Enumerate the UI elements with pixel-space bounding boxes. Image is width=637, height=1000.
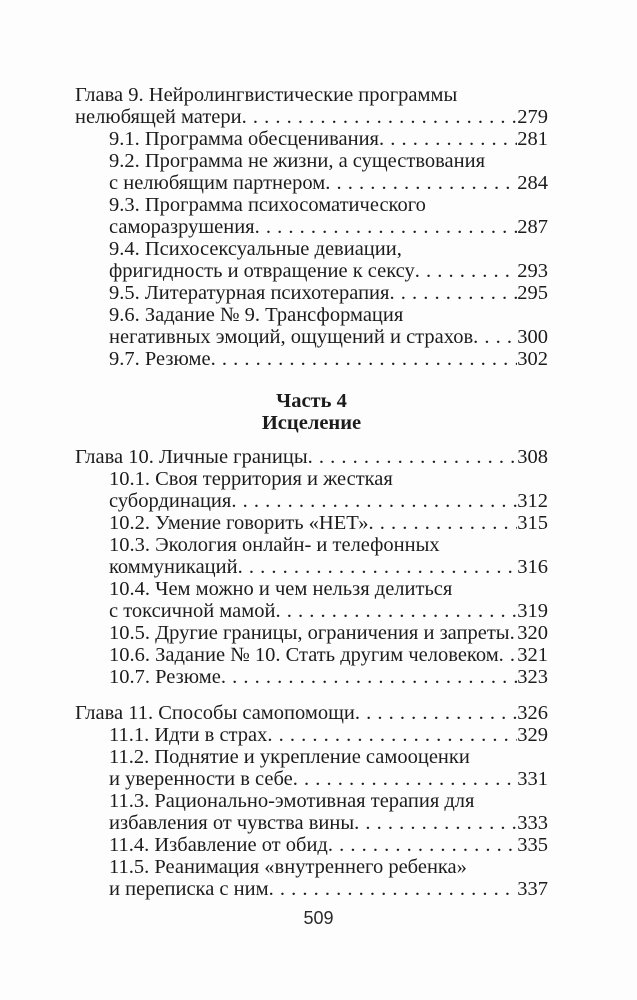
toc-entry-line: Глава 9. Нейролингвистические программы	[75, 84, 458, 106]
toc-entry-last-line	[109, 260, 548, 282]
toc-entry	[75, 84, 548, 128]
toc-entry-last-line	[109, 326, 548, 348]
page-number: 316	[517, 556, 548, 578]
toc-entry-last-line	[109, 724, 548, 746]
page-number: 308	[517, 446, 548, 468]
toc-entry-line: 10.4. Чем можно и чем нельзя делиться	[109, 578, 453, 600]
toc-entry-text: 11.1. Идти в страх	[109, 724, 268, 746]
dot-leader	[379, 128, 517, 150]
toc-entry	[75, 834, 548, 856]
toc-entry	[75, 512, 548, 534]
toc-entry	[75, 622, 548, 644]
toc-list	[75, 84, 548, 900]
toc-entry-last-line	[109, 490, 548, 512]
toc-entry-line: 9.4. Психосексуальные девиации,	[109, 238, 402, 260]
dot-leader	[275, 600, 517, 622]
toc-entry	[75, 128, 548, 150]
toc-entry	[75, 644, 548, 666]
toc-entry	[75, 194, 548, 238]
dot-leader	[267, 724, 517, 746]
page-number: 279	[517, 106, 548, 128]
part-heading-line: Исцеление	[261, 412, 362, 434]
dot-leader	[211, 348, 518, 370]
folio-page-number: 509	[303, 908, 334, 928]
toc-entry-last-line	[109, 348, 548, 370]
toc-entry-text: субординация	[109, 490, 232, 512]
toc-entry	[75, 790, 548, 834]
toc-entry-text: Глава 10. Личные границы	[75, 446, 308, 468]
toc-entry-text: 10.2. Умение говорить «НЕТ»	[109, 512, 369, 534]
dot-leader	[415, 260, 518, 282]
toc-entry	[75, 348, 548, 370]
toc-entry-line: 10.3. Экология онлайн- и телефонных	[109, 534, 440, 556]
page-number: 300	[517, 326, 548, 348]
toc-entry-line: 11.2. Поднятие и укрепление самооценки	[109, 746, 470, 768]
dot-leader	[293, 768, 518, 790]
toc-entry-text: 9.7. Резюме	[109, 348, 211, 370]
toc-entry	[75, 446, 548, 468]
toc-entry-last-line	[109, 512, 548, 534]
toc-entry-last-line	[109, 644, 548, 666]
page-number: 312	[517, 490, 548, 512]
toc-entry-text: 9.1. Программа обесценивания	[109, 128, 379, 150]
toc-entry-text: коммуникаций	[109, 556, 238, 578]
page-number: 337	[517, 878, 548, 900]
toc-entry-text: саморазрушения	[109, 216, 255, 238]
toc-entry	[75, 468, 548, 512]
toc-entry	[75, 724, 548, 746]
dot-leader	[510, 622, 518, 644]
toc-section	[75, 702, 548, 900]
dot-leader	[325, 172, 517, 194]
dot-leader	[242, 106, 518, 128]
toc-entry-text: нелюбящей матери	[75, 106, 242, 128]
toc-entry-text: с нелюбящим партнером	[109, 172, 326, 194]
toc-entry-last-line	[109, 666, 548, 688]
toc-entry-text: 10.5. Другие границы, ограничения и запреты	[109, 622, 510, 644]
dot-leader	[473, 326, 517, 348]
toc-entry	[75, 282, 548, 304]
page-number: 284	[517, 172, 548, 194]
toc-entry-line: 9.3. Программа психосоматического	[109, 194, 426, 216]
page-number: 323	[517, 666, 548, 688]
toc-entry-last-line	[75, 446, 548, 468]
page-number: 319	[517, 600, 548, 622]
page-number: 329	[517, 724, 548, 746]
toc-entry	[75, 534, 548, 578]
dot-leader	[238, 556, 518, 578]
toc-entry	[75, 238, 548, 282]
toc-entry	[75, 666, 548, 688]
page-number: 333	[517, 812, 548, 834]
toc-entry	[75, 578, 548, 622]
toc-entry-text: 11.4. Избавление от обид	[109, 834, 328, 856]
toc-entry-last-line	[109, 878, 548, 900]
dot-leader	[231, 490, 517, 512]
dot-leader	[354, 812, 517, 834]
page-number: 281	[517, 128, 548, 150]
toc-entry-last-line	[109, 812, 548, 834]
dot-leader	[389, 282, 517, 304]
toc-entry-text: Глава 11. Способы самопомощи	[75, 702, 355, 724]
toc-entry-last-line	[75, 106, 548, 128]
toc-entry-last-line	[75, 702, 548, 724]
page-number: 331	[517, 768, 548, 790]
dot-leader	[499, 644, 518, 666]
toc-entry-line: 9.6. Задание № 9. Трансформация	[109, 304, 404, 326]
toc-entry-text: с токсичной мамой	[109, 600, 276, 622]
page-number: 326	[517, 702, 548, 724]
page-number: 302	[517, 348, 548, 370]
toc-entry-line: 11.5. Реанимация «внутреннего ребенка»	[109, 856, 467, 878]
toc-entry-last-line	[109, 128, 548, 150]
toc-section	[75, 84, 548, 370]
page-number: 293	[517, 260, 548, 282]
toc-entry-text: фригидность и отвращение к сексу	[109, 260, 415, 282]
toc-entry-text: 10.6. Задание № 10. Стать другим человеком	[109, 644, 499, 666]
dot-leader	[255, 216, 518, 238]
toc-entry-text: негативных эмоций, ощущений и страхов	[109, 326, 474, 348]
page-number: 287	[517, 216, 548, 238]
page-number: 320	[517, 622, 548, 644]
page-number: 295	[517, 282, 548, 304]
toc-section	[75, 446, 548, 688]
page-number: 315	[517, 512, 548, 534]
toc-entry-last-line	[109, 768, 548, 790]
toc-entry	[75, 702, 548, 724]
toc-entry-last-line	[109, 600, 548, 622]
toc-entry-text: 10.7. Резюме	[109, 666, 221, 688]
toc-entry	[75, 856, 548, 900]
part-heading	[75, 390, 548, 434]
dot-leader	[221, 666, 517, 688]
dot-leader	[328, 834, 517, 856]
toc-entry-line: 9.2. Программа не жизни, а существования	[109, 150, 486, 172]
dot-leader	[308, 446, 518, 468]
toc-entry-text: и уверенности в себе	[109, 768, 293, 790]
page-number: 335	[517, 834, 548, 856]
toc-entry	[75, 150, 548, 194]
page-number: 321	[517, 644, 548, 666]
toc-entry-last-line	[109, 216, 548, 238]
toc-entry-last-line	[109, 282, 548, 304]
toc-entry-text: 9.5. Литературная психотерапия	[109, 282, 390, 304]
toc-entry-last-line	[109, 622, 548, 644]
toc-entry-line: 11.3. Рационально-эмотивная терапия для	[109, 790, 475, 812]
toc-entry-text: избавления от чувства вины	[109, 812, 355, 834]
toc-entry-last-line	[109, 834, 548, 856]
dot-leader	[269, 878, 518, 900]
part-heading-line: Часть 4	[276, 390, 347, 412]
toc-entry-text: и переписка с ним	[109, 878, 269, 900]
toc-entry	[75, 746, 548, 790]
toc-entry-last-line	[109, 556, 548, 578]
toc-entry-line: 10.1. Своя территория и жесткая	[109, 468, 393, 490]
toc-entry-last-line	[109, 172, 548, 194]
dot-leader	[368, 512, 517, 534]
dot-leader	[355, 702, 517, 724]
toc-entry	[75, 304, 548, 348]
